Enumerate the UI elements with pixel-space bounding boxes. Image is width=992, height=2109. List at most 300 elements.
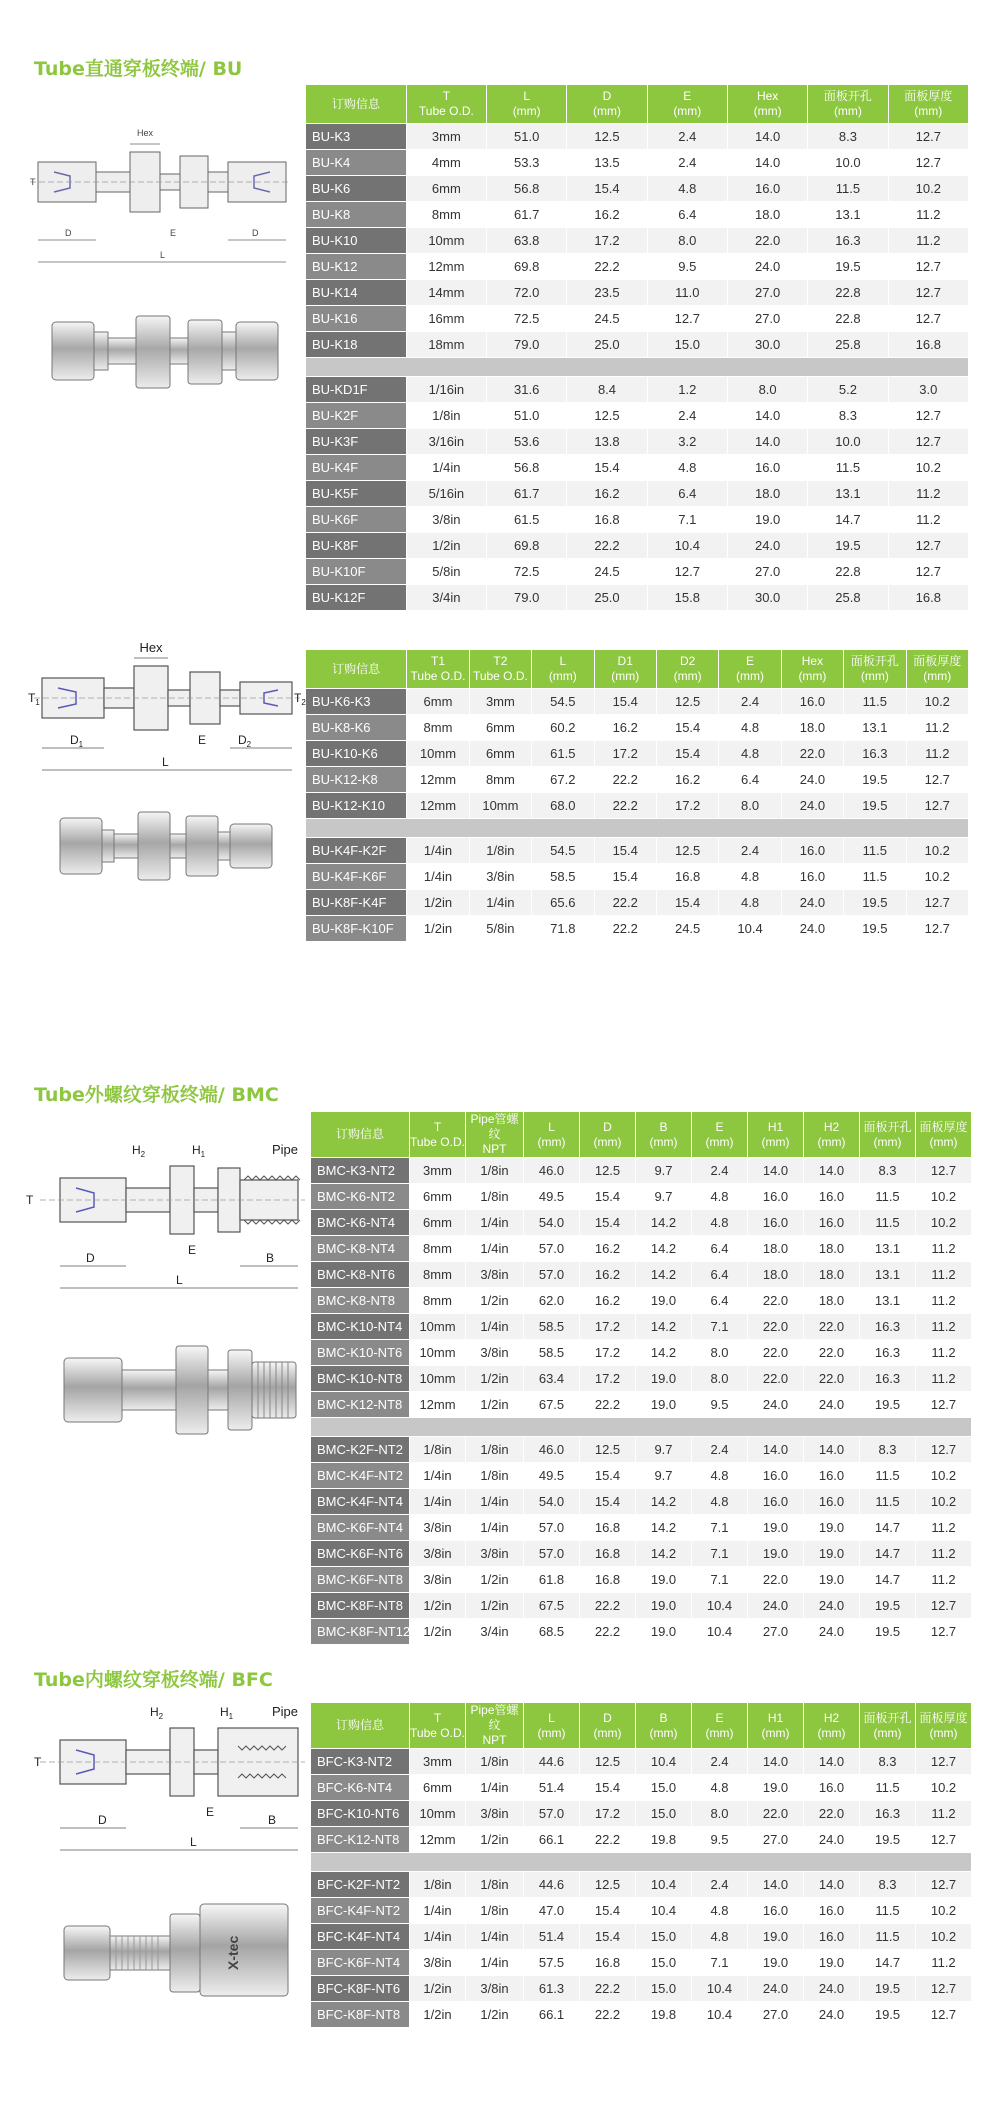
- table-cell: 22.2: [567, 533, 646, 558]
- order-code-cell: BU-K4: [306, 150, 406, 175]
- table-row: [311, 1801, 971, 1826]
- table-cell: 16.8: [580, 1515, 635, 1540]
- table-row: [311, 1827, 971, 1852]
- table-row: [306, 559, 968, 584]
- table-cell: 7.1: [692, 1314, 747, 1339]
- table-cell: 5/8in: [470, 916, 531, 941]
- table-cell: 8.0: [648, 228, 727, 253]
- table-cell: 15.4: [657, 715, 718, 740]
- table-cell: 1/4in: [410, 1463, 465, 1488]
- table-row: [311, 1288, 971, 1313]
- table-cell: 5/16in: [407, 481, 486, 506]
- bu-reducing-fitting-photo: [56, 806, 286, 886]
- table-cell: 1/4in: [407, 838, 468, 863]
- column-header-line: (mm): [833, 104, 862, 118]
- table-cell: 16.3: [808, 228, 887, 253]
- table-cell: 4.8: [692, 1489, 747, 1514]
- table-cell: 3/8in: [407, 507, 486, 532]
- column-header-line: 面板开孔: [823, 89, 872, 103]
- table-cell: 58.5: [524, 1314, 579, 1339]
- table-cell: 2.4: [692, 1437, 747, 1462]
- table-cell: 8.3: [808, 403, 887, 428]
- bmc-diagram-b: B: [266, 1251, 275, 1265]
- bfc-spec-table: [310, 1702, 972, 2028]
- table-cell: 6mm: [410, 1184, 465, 1209]
- table-cell: 19.5: [844, 793, 905, 818]
- table-cell: 16.2: [580, 1236, 635, 1261]
- column-header: [782, 650, 843, 688]
- table-cell: 24.0: [782, 767, 843, 792]
- table-cell: 25.8: [808, 332, 887, 357]
- column-header-line: 订购信息: [335, 1127, 384, 1141]
- column-header: [466, 1703, 523, 1748]
- column-header: [524, 1112, 579, 1157]
- order-code-cell: BMC-K8-NT6: [311, 1262, 409, 1287]
- table-cell: 19.5: [808, 533, 887, 558]
- table-cell: 25.8: [808, 585, 887, 610]
- table-cell: 19.0: [804, 1515, 859, 1540]
- table-cell: 14.2: [636, 1489, 691, 1514]
- table-row: [306, 715, 968, 740]
- table-cell: 11.2: [889, 202, 968, 227]
- table-row: [306, 838, 968, 863]
- table-cell: 16mm: [407, 306, 486, 331]
- bu-dimension-diagram: [20, 122, 295, 282]
- table-cell: 61.5: [532, 741, 593, 766]
- table-cell: 18.0: [728, 202, 807, 227]
- table-cell: 16.3: [860, 1801, 915, 1826]
- order-code-cell: BFC-K4F-NT4: [311, 1924, 409, 1949]
- table-cell: 16.0: [782, 689, 843, 714]
- table-cell: 9.7: [636, 1463, 691, 1488]
- table-cell: 24.0: [748, 1976, 803, 2001]
- bu-diagram-e: E: [170, 228, 177, 238]
- table-cell: 1/8in: [466, 1158, 523, 1183]
- table-cell: 19.0: [748, 1924, 803, 1949]
- column-header: [532, 650, 593, 688]
- table-cell: 12.7: [916, 1158, 971, 1183]
- column-header: [907, 650, 968, 688]
- table-row: [311, 1437, 971, 1462]
- table-cell: 15.4: [657, 741, 718, 766]
- table-cell: 23.5: [567, 280, 646, 305]
- table-cell: 61.8: [524, 1567, 579, 1592]
- column-header-line: L: [559, 654, 567, 668]
- table-cell: 3/8in: [410, 1515, 465, 1540]
- table-cell: 2.4: [692, 1749, 747, 1774]
- table-cell: 10.2: [907, 689, 968, 714]
- order-code-cell: BU-K16: [306, 306, 406, 331]
- table-cell: 6mm: [407, 689, 468, 714]
- table-cell: 11.2: [916, 1262, 971, 1287]
- table-separator-row: [306, 358, 968, 376]
- table-cell: 16.0: [748, 1898, 803, 1923]
- table-cell: 19.0: [748, 1541, 803, 1566]
- column-header: [311, 1112, 409, 1157]
- table-cell: 14.7: [808, 507, 887, 532]
- table-cell: 14.0: [804, 1749, 859, 1774]
- column-header: [808, 85, 887, 123]
- table-cell: 22.0: [748, 1288, 803, 1313]
- bu-reducing-d2: $D_2$: [238, 733, 252, 749]
- table-cell: 22.8: [808, 306, 887, 331]
- table-cell: 72.0: [487, 280, 566, 305]
- table-cell: 25.0: [567, 585, 646, 610]
- table-cell: 68.5: [524, 1619, 579, 1644]
- table-cell: 12mm: [407, 254, 486, 279]
- table-row: [306, 864, 968, 889]
- table-cell: 22.0: [804, 1366, 859, 1391]
- column-header-line: NPT: [482, 1733, 507, 1747]
- table-cell: 68.0: [532, 793, 593, 818]
- bu-diagram-d-left: D: [65, 228, 72, 238]
- table-cell: 44.6: [524, 1872, 579, 1897]
- table-cell: 12.5: [580, 1158, 635, 1183]
- table-row: [306, 202, 968, 227]
- table-cell: 10.2: [916, 1184, 971, 1209]
- order-code-cell: BMC-K6F-NT8: [311, 1567, 409, 1592]
- table-row: [311, 1158, 971, 1183]
- table-cell: 3/8in: [466, 1340, 523, 1365]
- column-header-line: 订购信息: [335, 1718, 384, 1732]
- table-cell: 22.2: [567, 254, 646, 279]
- table-cell: 61.7: [487, 481, 566, 506]
- table-row: [306, 793, 968, 818]
- table-row: [306, 124, 968, 149]
- table-header-row: [306, 650, 968, 688]
- table-cell: 15.4: [580, 1489, 635, 1514]
- table-cell: 24.0: [782, 793, 843, 818]
- table-cell: 1/2in: [466, 1567, 523, 1592]
- table-row: [311, 1340, 971, 1365]
- table-cell: 7.1: [648, 507, 727, 532]
- order-code-cell: BU-K6: [306, 176, 406, 201]
- column-header-line: (mm): [593, 104, 621, 118]
- table-cell: 10.0: [808, 150, 887, 175]
- order-code-cell: BMC-K6F-NT4: [311, 1515, 409, 1540]
- table-cell: 24.0: [728, 254, 807, 279]
- bu-fitting-photo: [48, 308, 288, 398]
- table-cell: 22.0: [748, 1366, 803, 1391]
- column-header: [748, 1703, 803, 1748]
- column-header: [728, 85, 807, 123]
- table-cell: 13.5: [567, 150, 646, 175]
- table-cell: 22.2: [595, 793, 656, 818]
- column-header-line: H2: [823, 1119, 840, 1134]
- table-cell: 8.3: [808, 124, 887, 149]
- table-cell: 16.0: [782, 838, 843, 863]
- bmc-diagram-d: D: [86, 1251, 95, 1265]
- table-cell: 66.1: [524, 2002, 579, 2027]
- bu-spec-table: [305, 84, 969, 611]
- table-cell: 11.5: [860, 1463, 915, 1488]
- table-cell: 11.5: [844, 689, 905, 714]
- column-header-line: T: [433, 1119, 442, 1134]
- table-cell: 19.0: [804, 1950, 859, 1975]
- table-cell: 19.5: [844, 916, 905, 941]
- table-cell: 11.2: [916, 1541, 971, 1566]
- table-cell: 10mm: [407, 228, 486, 253]
- column-header-line: 面板厚度: [919, 1710, 968, 1725]
- table-cell: 2.4: [719, 689, 780, 714]
- table-cell: 10.2: [916, 1775, 971, 1800]
- table-separator-row: [311, 1418, 971, 1436]
- table-cell: 11.2: [907, 715, 968, 740]
- table-cell: 27.0: [748, 1827, 803, 1852]
- table-cell: 15.4: [580, 1924, 635, 1949]
- table-cell: 6.4: [648, 481, 727, 506]
- table-cell: 12.7: [916, 1437, 971, 1462]
- table-cell: 16.0: [728, 176, 807, 201]
- table-cell: 11.5: [844, 838, 905, 863]
- table-cell: 14.7: [860, 1541, 915, 1566]
- table-cell: 49.5: [524, 1463, 579, 1488]
- table-cell: 19.0: [636, 1593, 691, 1618]
- table-cell: 17.2: [657, 793, 718, 818]
- table-cell: 1/4in: [407, 455, 486, 480]
- column-header: [860, 1112, 915, 1157]
- table-cell: 72.5: [487, 306, 566, 331]
- table-cell: 10mm: [410, 1801, 465, 1826]
- table-cell: 8.4: [567, 377, 646, 402]
- table-cell: 19.0: [636, 1288, 691, 1313]
- order-code-cell: BMC-K2F-NT2: [311, 1437, 409, 1462]
- bu-reducing-d1: $D_1$: [70, 733, 84, 749]
- table-cell: 7.1: [692, 1567, 747, 1592]
- section-title-bu: Tube直通穿板终端/ BU: [34, 58, 243, 80]
- table-row: [306, 481, 968, 506]
- table-cell: 1/2in: [466, 2002, 523, 2027]
- table-cell: 12.7: [889, 533, 968, 558]
- table-cell: 46.0: [524, 1158, 579, 1183]
- table-cell: 12.7: [907, 767, 968, 792]
- table-cell: 16.8: [567, 507, 646, 532]
- table-cell: 11.2: [889, 507, 968, 532]
- table-cell: 57.0: [524, 1515, 579, 1540]
- table-cell: 15.4: [567, 176, 646, 201]
- table-cell: 19.0: [636, 1366, 691, 1391]
- table-cell: 3/8in: [466, 1262, 523, 1287]
- table-cell: 16.0: [748, 1463, 803, 1488]
- table-row: [311, 1262, 971, 1287]
- table-row: [306, 332, 968, 357]
- table-cell: 12.7: [907, 890, 968, 915]
- table-row: [311, 1489, 971, 1514]
- table-cell: 14.2: [636, 1314, 691, 1339]
- column-header-line: B: [659, 1119, 668, 1134]
- column-header: [407, 650, 468, 688]
- table-row: [311, 1749, 971, 1774]
- column-header: [636, 1112, 691, 1157]
- table-cell: 2.4: [692, 1872, 747, 1897]
- column-header: [804, 1703, 859, 1748]
- column-header: [466, 1112, 523, 1157]
- table-row: [311, 1567, 971, 1592]
- bfc-fitting-photo: [60, 1900, 300, 2000]
- table-cell: 13.1: [844, 715, 905, 740]
- column-header-line: NPT: [482, 1142, 507, 1156]
- table-cell: 14.0: [804, 1158, 859, 1183]
- table-cell: 14.0: [748, 1749, 803, 1774]
- table-cell: 1/4in: [466, 1210, 523, 1235]
- order-code-cell: BFC-K8F-NT6: [311, 1976, 409, 2001]
- table-cell: 11.2: [916, 1801, 971, 1826]
- order-code-cell: BU-K12: [306, 254, 406, 279]
- bmc-diagram-h2: $H_2$: [132, 1143, 146, 1159]
- table-row: [306, 455, 968, 480]
- bu-diagram-d-right: D: [252, 228, 259, 238]
- bfc-diagram-t: T: [34, 1755, 42, 1769]
- order-code-cell: BMC-K3-NT2: [311, 1158, 409, 1183]
- bmc-diagram-pipe: Pipe: [272, 1142, 299, 1157]
- table-cell: 17.2: [580, 1801, 635, 1826]
- table-cell: 10.2: [907, 838, 968, 863]
- table-cell: 16.2: [657, 767, 718, 792]
- table-cell: 22.2: [580, 2002, 635, 2027]
- table-cell: 4.8: [648, 455, 727, 480]
- table-cell: 27.0: [728, 280, 807, 305]
- column-header-line: E: [683, 89, 692, 103]
- order-code-cell: BU-K4F-K2F: [306, 838, 406, 863]
- table-row: [311, 1775, 971, 1800]
- table-cell: 8mm: [410, 1262, 465, 1287]
- table-cell: 10.2: [889, 455, 968, 480]
- column-header-line: Hex: [756, 89, 779, 103]
- table-row: [306, 890, 968, 915]
- table-cell: 24.5: [567, 559, 646, 584]
- table-cell: 12.5: [567, 403, 646, 428]
- order-code-cell: BU-K10: [306, 228, 406, 253]
- table-cell: 16.0: [782, 864, 843, 889]
- table-cell: 15.4: [657, 890, 718, 915]
- table-cell: 44.6: [524, 1749, 579, 1774]
- table-cell: 61.5: [487, 507, 566, 532]
- table-cell: 66.1: [524, 1827, 579, 1852]
- order-code-cell: BU-K12-K8: [306, 767, 406, 792]
- order-code-cell: BMC-K4F-NT4: [311, 1489, 409, 1514]
- table-cell: 14.0: [748, 1872, 803, 1897]
- table-cell: 14.0: [728, 429, 807, 454]
- table-cell: 12.7: [916, 1392, 971, 1417]
- column-header-line: (mm): [705, 1725, 734, 1740]
- order-code-cell: BMC-K4F-NT2: [311, 1463, 409, 1488]
- column-header-line: (mm): [537, 1725, 566, 1740]
- table-cell: 16.2: [580, 1288, 635, 1313]
- order-code-cell: BU-K8F-K10F: [306, 916, 406, 941]
- table-cell: 16.0: [748, 1489, 803, 1514]
- table-cell: 2.4: [719, 838, 780, 863]
- table-cell: 12.5: [580, 1749, 635, 1774]
- table-row: [311, 1541, 971, 1566]
- bu-diagram-l: L: [160, 250, 166, 260]
- table-cell: 22.2: [580, 1827, 635, 1852]
- table-cell: 11.2: [916, 1950, 971, 1975]
- table-cell: 1/2in: [466, 1392, 523, 1417]
- table-cell: 49.5: [524, 1184, 579, 1209]
- table-cell: 69.8: [487, 533, 566, 558]
- table-cell: 16.0: [804, 1898, 859, 1923]
- table-cell: 1/8in: [470, 838, 531, 863]
- table-cell: 3.2: [648, 429, 727, 454]
- column-header: [719, 650, 780, 688]
- table-cell: 10mm: [410, 1314, 465, 1339]
- table-cell: 24.0: [804, 1593, 859, 1618]
- table-cell: 6.4: [719, 767, 780, 792]
- table-cell: 67.2: [532, 767, 593, 792]
- table-cell: 15.4: [595, 689, 656, 714]
- table-cell: 3mm: [470, 689, 531, 714]
- table-cell: 12.7: [916, 1872, 971, 1897]
- column-header: [580, 1703, 635, 1748]
- table-cell: 10.4: [636, 1898, 691, 1923]
- table-row: [311, 1366, 971, 1391]
- table-cell: 15.4: [580, 1463, 635, 1488]
- table-cell: 47.0: [524, 1898, 579, 1923]
- table-cell: 17.2: [595, 741, 656, 766]
- table-cell: 16.2: [567, 202, 646, 227]
- column-header-line: (mm): [817, 1134, 846, 1149]
- table-cell: 7.1: [692, 1541, 747, 1566]
- column-header-line: (mm): [929, 1134, 958, 1149]
- column-header: [311, 1703, 409, 1748]
- table-cell: 22.2: [580, 1392, 635, 1417]
- table-cell: 15.4: [580, 1184, 635, 1209]
- bfc-diagram-b: B: [268, 1813, 277, 1827]
- order-code-cell: BFC-K2F-NT2: [311, 1872, 409, 1897]
- table-cell: 17.2: [580, 1366, 635, 1391]
- table-header-row: [306, 85, 968, 123]
- table-cell: 22.0: [748, 1340, 803, 1365]
- table-cell: 12.5: [580, 1872, 635, 1897]
- order-code-cell: BFC-K12-NT8: [311, 1827, 409, 1852]
- table-cell: 11.0: [648, 280, 727, 305]
- table-cell: 31.6: [487, 377, 566, 402]
- table-cell: 10mm: [407, 741, 468, 766]
- column-header-line: 订购信息: [331, 96, 380, 111]
- order-code-cell: BFC-K8F-NT8: [311, 2002, 409, 2027]
- column-header-line: Hex: [801, 654, 824, 668]
- table-cell: 9.7: [636, 1437, 691, 1462]
- order-code-cell: BU-K4F: [306, 455, 406, 480]
- column-header-line: L: [548, 1119, 555, 1134]
- table-cell: 4.8: [648, 176, 727, 201]
- table-cell: 22.0: [748, 1567, 803, 1592]
- column-header-line: (mm): [873, 1725, 902, 1740]
- table-cell: 1/4in: [470, 890, 531, 915]
- table-cell: 15.0: [636, 1950, 691, 1975]
- table-cell: 27.0: [728, 559, 807, 584]
- table-cell: 4.8: [719, 715, 780, 740]
- table-cell: 67.5: [524, 1392, 579, 1417]
- table-cell: 4.8: [692, 1898, 747, 1923]
- column-header-line: E: [746, 654, 755, 668]
- separator-cell: [311, 1853, 971, 1871]
- table-cell: 3mm: [407, 124, 486, 149]
- table-cell: 1/2in: [407, 533, 486, 558]
- table-cell: 16.3: [860, 1366, 915, 1391]
- table-header-row: [311, 1112, 971, 1157]
- table-cell: 1/4in: [410, 1898, 465, 1923]
- order-code-cell: BU-K3: [306, 124, 406, 149]
- table-cell: 19.5: [844, 767, 905, 792]
- table-cell: 12.7: [889, 280, 968, 305]
- table-cell: 18.0: [728, 481, 807, 506]
- table-cell: 16.2: [580, 1262, 635, 1287]
- table-cell: 3/16in: [407, 429, 486, 454]
- column-header-line: (mm): [873, 1134, 902, 1149]
- table-cell: 51.4: [524, 1924, 579, 1949]
- table-cell: 72.5: [487, 559, 566, 584]
